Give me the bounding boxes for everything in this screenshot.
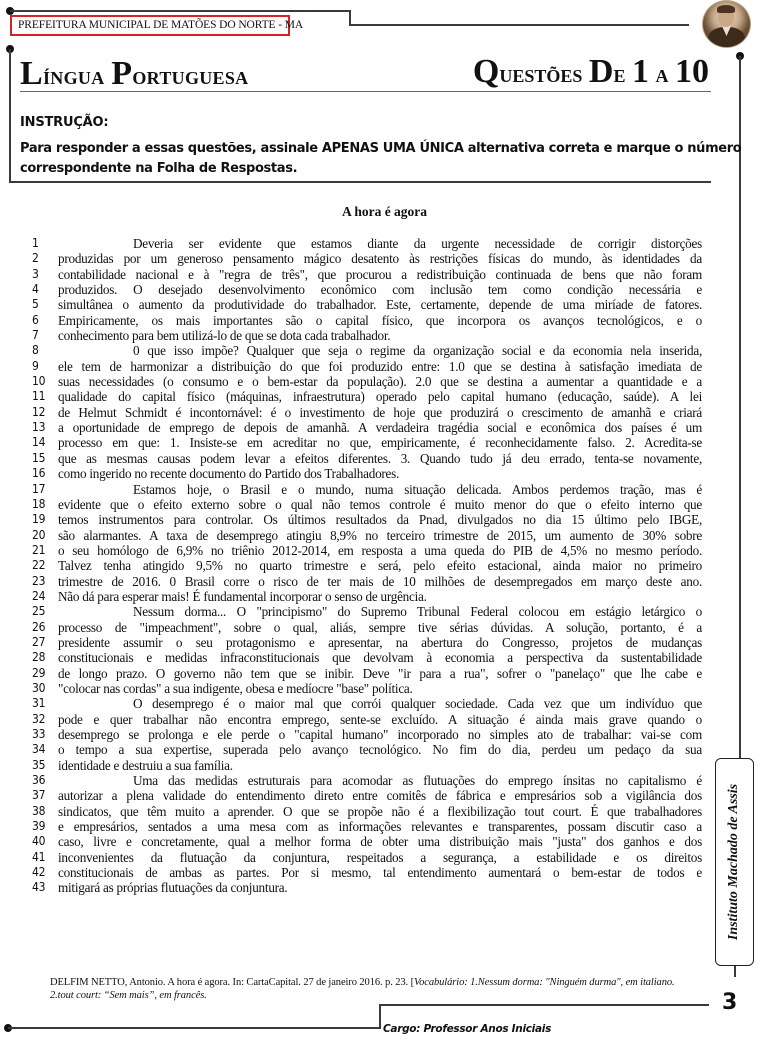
text-line [28, 650, 702, 665]
instruction-bottom-rule [9, 181, 711, 183]
subject-initial-p: P [111, 55, 133, 92]
line-number: 8 [32, 343, 39, 358]
portrait-hair [717, 5, 735, 13]
line-text: presidente assumir o seu protagonismo e apresentar, na abertura do Congresso, projetos de mudanças [58, 634, 702, 650]
line-text: constitucionais de ambas as partes. Por si mesmo, tal entendimento aumentará o bem-estar de todos e [58, 865, 702, 881]
text-line [28, 635, 702, 650]
text-line [28, 681, 702, 696]
text-line [28, 482, 702, 497]
line-text: contabilidade nacional e à "regra de três", que procurou a redistribuição continuada de bens que não foram [58, 266, 702, 282]
subject-part-1: íngua [42, 61, 112, 90]
questions-connector: a [649, 59, 675, 88]
text-line [28, 282, 702, 297]
line-number: 22 [32, 558, 46, 573]
line-text: conhecimento para bem utilizá-lo de que se dota cada trabalhador. [58, 328, 391, 344]
line-number: 36 [32, 773, 46, 788]
institution-name: PREFEITURA MUNICIPAL DE MATÕES DO NORTE - MA [10, 15, 290, 36]
line-text: suas necessidades (o consumo e o bem-estar da população). 2.0 que se destina a aumentar a quantidade e a [58, 374, 702, 390]
line-text: de Helmut Schmidt é incontornável: é o investimento de hoje que produzirá o crescimento de amanhã e criará [58, 404, 702, 420]
text-line [28, 834, 702, 849]
page-number: 3 [722, 990, 738, 1015]
line-number: 42 [32, 865, 46, 880]
line-number: 5 [32, 297, 39, 312]
line-text: pode e quer trabalhar não encontra emprego, sente-se excluído. A situação é ainda mais grave quando o [58, 711, 702, 727]
text-line [28, 313, 702, 328]
footer-rule-left [8, 1027, 380, 1029]
numbered-text-body [28, 236, 702, 896]
line-text: processo em que: 1. Insiste-se em acreditar no que, empiricamente, é reconhecidamente falso. 2. Acredita-se [58, 435, 702, 451]
text-line [28, 604, 702, 619]
left-vertical-rule [9, 49, 11, 182]
line-text: evidente que o efeito externo sobre o qual não temos controle é muito menor do que o efeito interno que [58, 496, 702, 512]
line-text: a oportunidade de emprego de depois de amanhã. A verdadeira tragédia social e econômica dos países é um [58, 420, 702, 436]
line-text: qualidade do capital físico (máquinas, infraestrutura) operado pelo capital humano (educação, saúde). A lei [58, 389, 702, 405]
questions-part-1: uestões [499, 59, 589, 88]
line-text: Uma das medidas estruturais para acomodar as flutuações do emprego ínsitas no capitalismo é [133, 773, 702, 789]
label-box-bottom-tick [734, 966, 736, 977]
text-line [28, 773, 702, 788]
text-line [28, 788, 702, 803]
line-number: 26 [32, 619, 46, 634]
line-number: 28 [32, 650, 46, 665]
line-number: 21 [32, 542, 46, 557]
line-number: 3 [32, 266, 39, 281]
line-text: constitucionais e medidas infraconstitucionais que devolvam à economia a perspectiva da sustentabilidade [58, 650, 702, 666]
text-line [28, 865, 702, 880]
line-number: 34 [32, 742, 46, 757]
top-rule-step [349, 10, 351, 25]
text-line [28, 466, 702, 481]
text-line [28, 558, 702, 573]
text-line [28, 451, 702, 466]
line-text: Não dá para esperar mais! É fundamental incorporar o senso de urgência. [58, 588, 427, 604]
instruction-text: Para responder a essas questões, assinale APENAS UMA ÚNICA alternativa correta e marque o número correspondente na Folha de Respostas. [20, 141, 742, 176]
text-line [28, 405, 702, 420]
cargo-label: Cargo: Professor Anos Iniciais [383, 1023, 552, 1035]
text-line [28, 328, 702, 343]
line-text: como ingerido no recente documento do Partido dos Trabalhadores. [58, 466, 400, 482]
text-line [28, 497, 702, 512]
questions-from-number: 1 [632, 53, 649, 90]
text-line [28, 620, 702, 635]
line-number: 30 [32, 680, 46, 695]
questions-initial-q: Q [472, 53, 500, 90]
top-rule-right [349, 24, 689, 26]
line-number: 1 [32, 236, 39, 250]
line-number: 19 [32, 512, 46, 527]
footer-rule-step [379, 1004, 381, 1029]
line-number: 33 [32, 727, 46, 741]
line-number: 10 [32, 374, 46, 389]
line-number: 27 [32, 634, 46, 649]
line-number: 17 [32, 481, 46, 496]
subject-part-2: ortuguesa [132, 61, 249, 90]
line-number: 16 [32, 466, 46, 481]
line-number: 14 [32, 435, 46, 450]
line-text: temos instrumentos para controlar. Os últimos resultados da Pnad, divulgados no dia 15 último pelo IBGE, [58, 512, 702, 528]
questions-initial-d: D [588, 53, 614, 90]
subject-title [20, 55, 248, 93]
line-number: 15 [32, 450, 46, 465]
line-number: 18 [32, 496, 46, 511]
text-line [28, 712, 702, 727]
citation-vocabulary: Vocabulário: 1.Nessum dorma: "Ninguém durma", em italiano. 2.tout court: “Sem mais”, em francês. [50, 977, 675, 1001]
text-line [28, 819, 702, 834]
line-text: e empresários, sentados a uma mesa com as informações relevantes e transparentes, possam discutir caso a [58, 819, 702, 835]
line-number: 2 [32, 251, 39, 266]
line-text: de longo prazo. O governo não tem que se inibir. Deve "ir para a rua", sofrer o "panelaço" que lhe cabe e [58, 665, 702, 681]
line-text: 0 que isso impõe? Qualquer que seja o regime da organização social e da economia nela inserida, [133, 343, 702, 359]
line-number: 38 [32, 803, 46, 818]
line-text: o tempo a sua expertise, superada pelo avanço tecnológico. No fim do dia, perdeu um pedaço da sua [58, 742, 702, 758]
text-line [28, 528, 702, 543]
instruction-label: INSTRUÇÃO: [20, 115, 109, 130]
line-text: produzidos. O desejado desenvolvimento econômico com inclusão tem como condição necessária e [58, 282, 702, 298]
line-text: Deveria ser evidente que estamos diante da urgente necessidade de corrigir distorções [133, 236, 702, 251]
line-number: 12 [32, 404, 46, 419]
line-text: O desemprego é o maior mal que corrói qualquer sociedade. Cada vez que um indivíduo que [133, 696, 702, 712]
line-text: caso, livre e concretamente, qual a melhor forma de obter uma distribuição mais "justa" dos ganhos e dos [58, 834, 702, 850]
line-text: sindicatos, que têm muito a aprender. O que se propõe não é a flexibilização tout court. É que trabalhadores [58, 803, 702, 819]
line-text: Talvez tenha atingido 9,5% no quarto trimestre e será, pelo efeito estacional, ainda maior no primeiro [58, 558, 702, 574]
line-text: identidade e destruiu a sua família. [58, 757, 233, 773]
footer-rule-right [379, 1004, 709, 1006]
line-number: 37 [32, 788, 46, 803]
text-line [28, 666, 702, 681]
text-line [28, 758, 702, 773]
line-number: 4 [32, 282, 39, 297]
line-number: 35 [32, 757, 46, 772]
citation [50, 976, 700, 1002]
text-line [28, 727, 702, 742]
questions-to-number: 10 [675, 53, 709, 90]
line-number: 39 [32, 819, 46, 834]
text-title: A hora é agora [341, 204, 428, 219]
line-text: que as mesmas causas podem levar a efeitos diferentes. 3. Quando tudo já deu errado, tenta-se novamente, [58, 450, 702, 466]
text-line [28, 742, 702, 757]
line-text: são alarmantes. A taxa de desemprego atingiu 8,9% no terceiro trimestre de 2015, um aumento de 30% sobre [58, 527, 702, 543]
line-text: produzidas por um generoso pensamento mágico desatento às restrições físicas do mundo, às identidades da [58, 251, 702, 267]
text-line [28, 251, 702, 266]
line-number: 7 [32, 328, 39, 343]
line-number: 43 [32, 880, 46, 895]
line-text: trimestre de 2016. 0 Brasil corre o risco de ter mais de 10 milhões de desempregados em março deste ano. [58, 573, 702, 589]
line-number: 9 [32, 358, 39, 373]
line-number: 13 [32, 420, 46, 435]
line-number: 25 [32, 604, 46, 619]
text-line [28, 343, 702, 358]
text-line [28, 589, 702, 604]
line-text: ele tem de harmonizar a distribuição do que foi produzido entre: 1.0 que se destina à satisfação imediata de [58, 358, 702, 374]
line-number: 32 [32, 711, 46, 726]
line-number: 11 [32, 389, 46, 404]
subject-initial-l: L [20, 55, 43, 92]
line-number: 31 [32, 696, 46, 711]
text-line [28, 267, 702, 282]
line-number: 6 [32, 312, 39, 327]
line-text: autorizar a plena validade do entendimento direto entre comitês de fábrica e empresários sob a vigilância dos [58, 788, 702, 804]
line-number: 29 [32, 665, 46, 680]
line-text: processo de "impeachment", sobre o qual, aliás, sempre tive sérias dúvidas. A solução, portanto, é a [58, 619, 702, 635]
line-number: 40 [32, 834, 46, 849]
line-text: mitigará as próprias flutuações da conjuntura. [58, 880, 288, 896]
text-line [28, 435, 702, 450]
institute-vertical-label: Instituto Machado de Assis [726, 783, 741, 941]
text-line [28, 389, 702, 404]
text-line [28, 850, 702, 865]
line-text: Estamos hoje, o Brasil e o mundo, numa situação delicada. Ambos perdemos tração, mas é [133, 481, 702, 497]
citation-source: DELFIM NETTO, Antonio. A hora é agora. In: CartaCapital. 27 de janeiro 2016. p. 23. [ [50, 977, 414, 988]
line-text: Empiricamente, os mais importantes são o capital físico, que incorpora os avanços tecnológicos, e o [58, 312, 702, 328]
line-text: simultânea o aumento da produtividade do trabalhador. Este, certamente, depende de uma miríade de fatores. [58, 297, 702, 313]
text-line [28, 236, 702, 251]
text-line [28, 804, 702, 819]
line-text: inconvenientes da flutuação da conjuntura, respeitados a segurança, a estabilidade e os direitos [58, 849, 702, 865]
author-portrait-icon [702, 0, 751, 48]
line-text: Nessum dorma... O "principismo" do Supremo Tribunal Federal colocou em estágio letárgico o [133, 604, 702, 620]
text-line [28, 374, 702, 389]
text-line [28, 543, 702, 558]
text-line [28, 359, 702, 374]
questions-range-title [473, 53, 709, 91]
line-text: o seu homólogo de 6,9% no triênio 2012-2014, em resposta a uma queda do PIB de 4,5% no mesmo período. [58, 542, 702, 558]
text-line [28, 297, 702, 312]
text-line [28, 696, 702, 711]
text-line [28, 512, 702, 527]
line-number: 41 [32, 849, 46, 864]
text-line [28, 420, 702, 435]
top-rule-left [10, 10, 350, 12]
line-text: desemprego se prolonga e ele perde o "capital humano" incorporado no simples ato de trabalhar: vai-se com [58, 727, 702, 742]
line-number: 23 [32, 573, 46, 588]
text-line [28, 880, 702, 895]
line-text: "colocar nas cordas" a sua indigente, obesa e medíocre "base" política. [58, 680, 413, 696]
text-line [28, 574, 702, 589]
questions-part-2: e [613, 59, 632, 88]
line-number: 24 [32, 588, 46, 603]
line-number: 20 [32, 527, 46, 542]
